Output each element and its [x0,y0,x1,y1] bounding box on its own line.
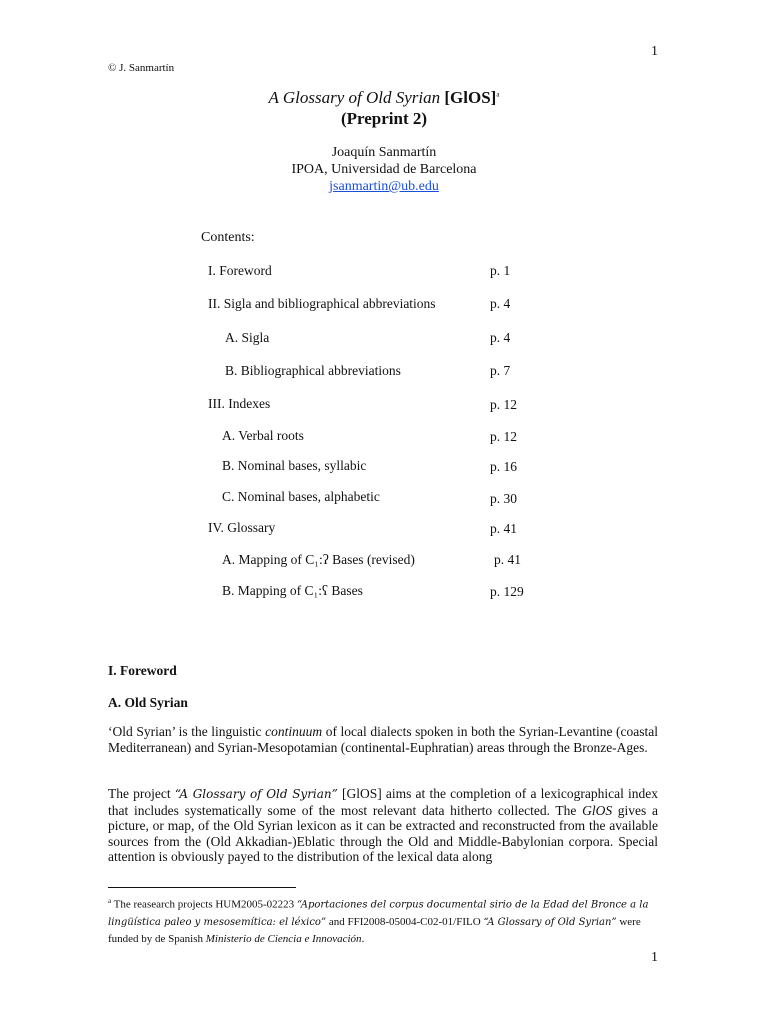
footnote-rule [108,887,296,888]
document-title [0,88,768,108]
toc-entry-sigla-abbreviations[interactable]: II. Sigla and bibliographical abbreviations [208,296,436,311]
title-italic: A Glossary of Old Syrian [268,88,441,107]
toc-page-foreword: p. 1 [490,263,511,278]
contents-label: Contents: [201,230,255,245]
toc-entry-indexes[interactable]: III. Indexes [208,396,271,411]
para2-project-title: “A Glossary of Old Syrian” [174,787,338,801]
toc-entry-foreword[interactable]: I. Foreword [208,263,272,278]
toc-page-verbal-roots: p. 12 [490,429,517,444]
toc-entry-mapping-ayin[interactable]: B. Mapping of C₁:ʕ Bases [222,583,363,598]
author-email-link[interactable]: jsanmartin@ub.edu [329,179,439,194]
footnote-text-c: and FFI2008-05004-C02-01/FILO [326,915,484,928]
footnote-text-e: were funded by de Spanish [108,915,641,945]
toc-page-sigla: p. 4 [490,330,511,345]
section-subheading: A. Old Syrian [108,695,188,710]
toc-page-sigla-abbreviations: p. 4 [490,296,511,311]
toc-entry-sigla[interactable]: A. Sigla [225,330,270,345]
para1-text-c: of local dialects spoken in both the Syrian-Levantine (coastal Mediterranean) and Syrian-Mesopotamian (continental-Euphratian) areas through the Bronze-Ages. [108,724,658,755]
author-name: Joaquín Sanmartín [331,145,437,160]
document-subtitle: (Preprint 2) [340,109,428,128]
para2-glos: GlOS [582,802,613,818]
toc-entry-mapping-aleph[interactable]: A. Mapping of C₁:ʔ Bases (revised) [222,552,415,567]
para1-text-a: ‘Old Syrian’ is the linguistic [108,724,266,739]
toc-entry-nominal-alphabetic[interactable]: C. Nominal bases, alphabetic [222,489,380,504]
para1-continuum: continuum [265,724,323,739]
title-abbr: [GlOS] [444,88,497,107]
author-email-line [0,179,768,195]
footnote-text-a: The reasearch projects HUM2005-02223 [111,898,297,911]
toc-entry-glossary[interactable]: IV. Glossary [208,520,276,535]
toc-page-nominal-alphabetic: p. 30 [490,491,517,506]
toc-page-nominal-syllabic: p. 16 [490,459,517,474]
footnote [108,893,658,948]
section-heading: I. Foreword [108,663,177,678]
para2-text-e: gives a picture, or map, of the Old Syrian lexicon as it can be extracted and reconstructed from the available sources from the (Old Akkadian-)Eblatic through the Old and Middle-Babylonian corpora. Special attention is obviously payed to the distribution of the lexical data along [108,802,658,864]
footnote-project-2: “A Glossary of Old Syrian” [483,916,617,928]
toc-page-mapping-aleph: p. 41 [494,552,521,567]
toc-page-indexes: p. 12 [490,397,517,412]
toc-entry-verbal-roots[interactable]: A. Verbal roots [222,428,304,443]
toc-entry-nominal-syllabic[interactable]: B. Nominal bases, syllabic [222,458,367,473]
toc-page-mapping-ayin: p. 129 [490,584,524,599]
author-affiliation: IPOA, Universidad de Barcelona [291,162,477,177]
para2-text-c: [GlOS] aims at the completion of a lexicographical index that includes systematically some of the most relevant data hitherto collected. The [108,786,659,818]
para2-text-a: The project [108,786,175,801]
footnote-ministry: Ministerio de Ciencia e Innovación [205,932,362,945]
footnote-text-g: . [361,932,365,945]
toc-entry-bibliographical-abbreviations[interactable]: B. Bibliographical abbreviations [225,363,401,378]
footnote-mark: a [108,897,112,905]
paragraph-old-syrian [108,724,658,755]
title-footnote-mark: a [496,90,500,99]
footnote-project-1: “Aportaciones del corpus documental sirio de la Edad del Bronce a la lingüística paleo y mesosemítica: el léxico” [108,899,649,928]
paragraph-glossary-project [108,786,658,865]
copyright: © J. Sanmartín [108,62,175,74]
toc-page-bibliographical-abbreviations: p. 7 [490,363,511,378]
header-page-number: 1 [651,44,658,59]
toc-page-glossary: p. 41 [490,521,517,536]
footer-page-number: 1 [651,950,658,965]
